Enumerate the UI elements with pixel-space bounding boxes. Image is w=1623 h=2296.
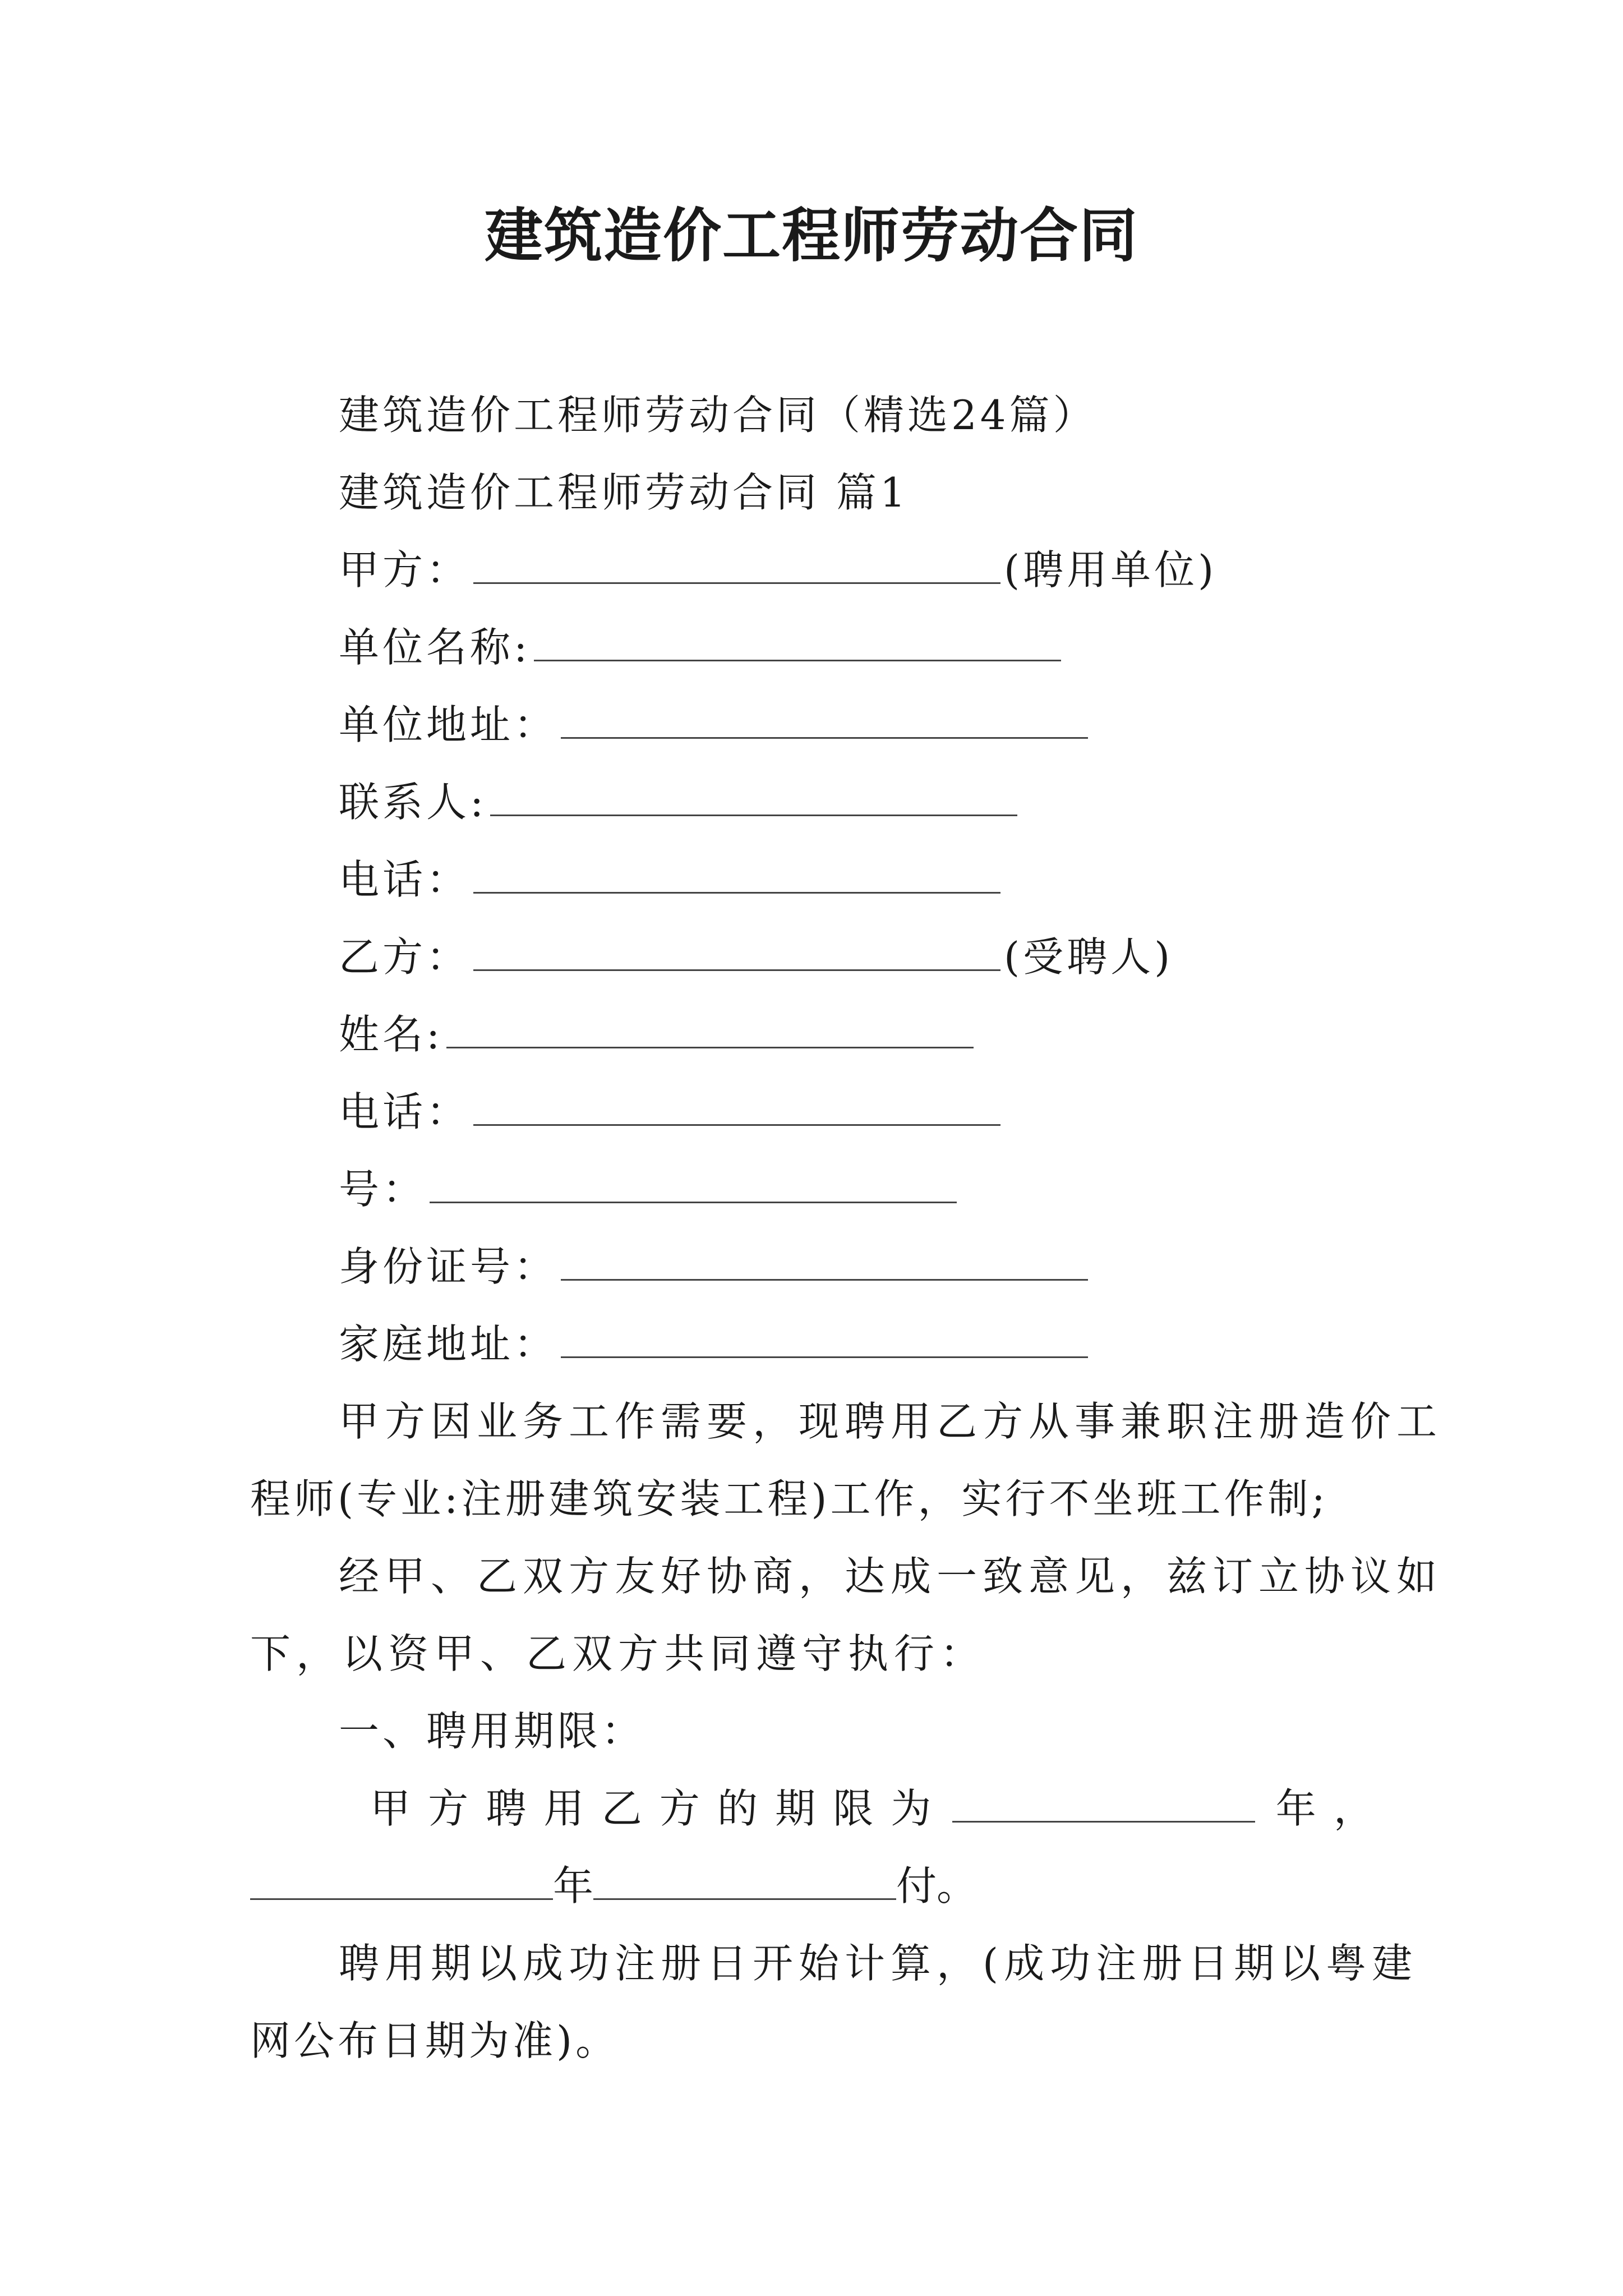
field-name <box>339 1006 977 1062</box>
paragraph-1-line-1: 甲方因业务工作需要，现聘用乙方从事兼职注册造价工 <box>339 1398 1443 1445</box>
field-label: 电话： <box>339 1088 471 1135</box>
section-heading: 建筑造价工程师劳动合同 篇1 <box>339 469 909 516</box>
field-home-address <box>339 1316 1091 1372</box>
blank-line <box>473 543 1000 584</box>
blank-line <box>430 1162 957 1203</box>
paragraph-3-line-2: 网公布日期为准)。 <box>250 2017 620 2064</box>
blank-line <box>473 930 1000 971</box>
clause-char: 方 <box>659 1785 700 1832</box>
blank-line <box>534 620 1061 661</box>
field-suffix: (受聘人) <box>1004 933 1174 981</box>
blank-line <box>561 698 1088 739</box>
field-label: 电话： <box>339 856 471 903</box>
clause-char: 限 <box>833 1785 874 1832</box>
field-contact <box>339 774 1021 830</box>
blank-line <box>561 1317 1088 1358</box>
clause-char: 的 <box>717 1785 758 1832</box>
field-label: 号： <box>339 1166 427 1213</box>
blank-line <box>473 1085 1000 1126</box>
field-label: 身份证号： <box>339 1243 558 1290</box>
field-party-a <box>339 542 1217 598</box>
paragraph-2-line-1: 经甲、乙双方友好协商，达成一致意见，兹订立协议如 <box>339 1553 1443 1600</box>
clause-char: 聘 <box>486 1785 527 1832</box>
field-party-b <box>339 929 1173 985</box>
clause-char: 方 <box>428 1785 469 1832</box>
blank-line <box>473 853 1000 894</box>
paragraph-2-line-2: 下，以资甲、乙双方共同遵守执行： <box>250 1630 986 1677</box>
blank-line <box>593 1859 896 1900</box>
field-label: 单位地址： <box>339 701 558 748</box>
field-unit-name <box>339 619 1064 675</box>
blank-line <box>490 775 1017 816</box>
field-label: 姓名: <box>339 1011 444 1058</box>
blank-line <box>952 1782 1255 1823</box>
paragraph-1-line-2: 程师(专业:注册建筑安装工程)工作，实行不坐班工作制; <box>250 1475 1329 1522</box>
field-number <box>339 1161 960 1217</box>
field-phone-a <box>339 852 1004 908</box>
subtitle: 建筑造价工程师劳动合同（精选24篇） <box>339 392 1097 439</box>
blank-line <box>250 1859 553 1900</box>
clause-char: 期 <box>775 1785 816 1832</box>
clause-text: 付。 <box>896 1862 978 1910</box>
clause-char: 为 <box>891 1785 932 1832</box>
field-label: 家庭地址： <box>339 1320 558 1368</box>
field-label: 甲方： <box>339 546 471 593</box>
field-label: 单位名称: <box>339 624 531 671</box>
blank-line <box>561 1240 1088 1281</box>
field-id-number <box>339 1239 1091 1295</box>
clause-1-line-2 <box>250 1858 977 1914</box>
field-label: 乙方： <box>339 933 471 981</box>
clause-char: 用 <box>543 1785 584 1832</box>
field-label: 联系人: <box>339 779 487 826</box>
field-suffix: (聘用单位) <box>1004 546 1218 593</box>
clause-1-line-1 <box>370 1780 1374 1837</box>
document-title: 建筑造价工程师劳动合同 <box>484 201 1138 270</box>
field-unit-address <box>339 697 1091 753</box>
clause-text: 年 <box>553 1862 594 1910</box>
blank-line <box>446 1007 974 1048</box>
clause-char: 甲 <box>370 1785 411 1832</box>
field-phone-b <box>339 1084 1004 1140</box>
clause-1-heading: 一、聘用期限： <box>339 1708 645 1755</box>
clause-char: 年 <box>1275 1785 1316 1832</box>
clause-char: 乙 <box>601 1785 642 1832</box>
clause-char: ， <box>1333 1785 1374 1832</box>
paragraph-3-line-1: 聘用期以成功注册日开始计算，(成功注册日期以粤建 <box>339 1940 1418 1987</box>
